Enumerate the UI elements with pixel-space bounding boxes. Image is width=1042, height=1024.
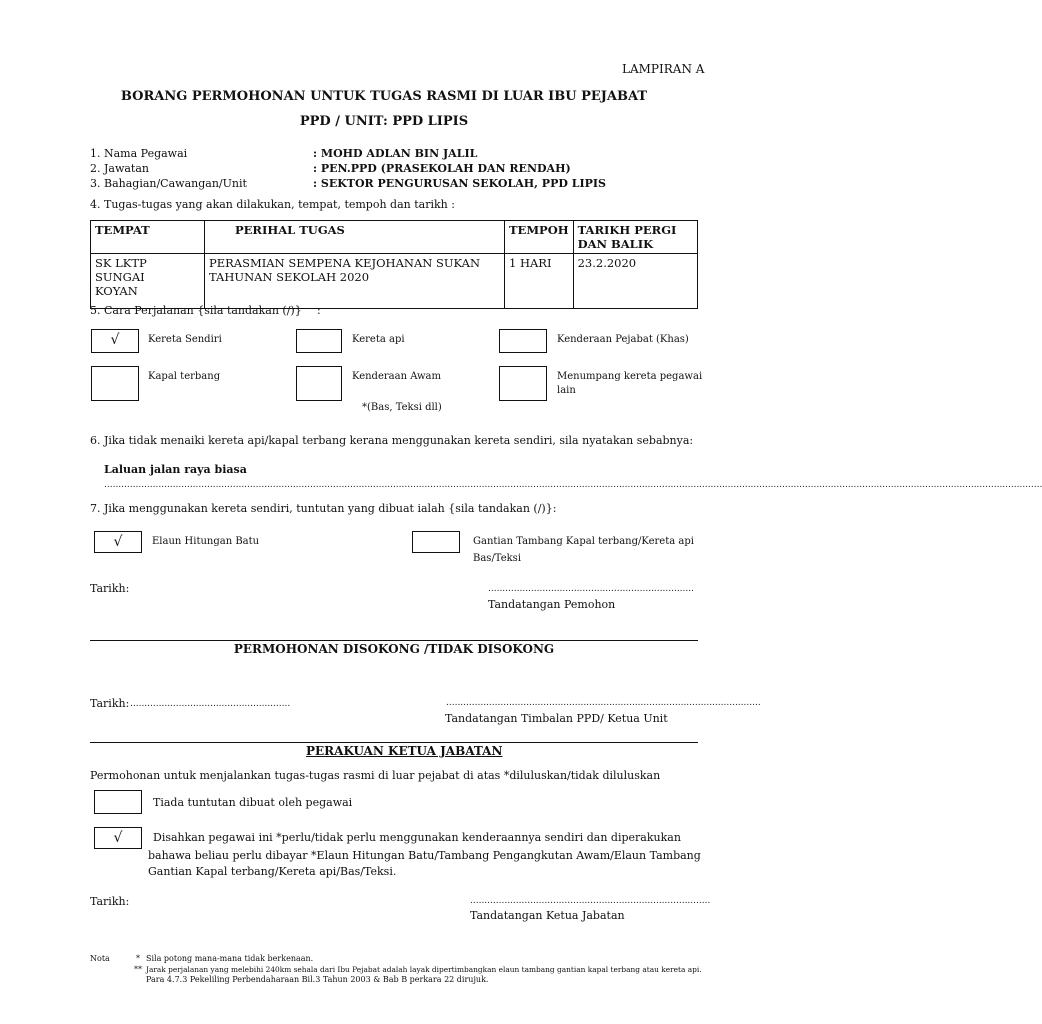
checkbox-official-vehicle[interactable] (499, 329, 547, 353)
note1-text: Sila potong mana-mana tidak berkenaan. (146, 954, 314, 963)
cell-dates: 23.2.2020 (573, 254, 697, 309)
cell-task (205, 254, 505, 309)
label-train: Kereta api (352, 334, 405, 345)
note2-text: Jarak perjalanan yang melebihi 240km sehala dari Ibu Pejabat adalah layak dipertimbangkan elaun tambang gantian kapal terbang atau kereta api. (146, 965, 702, 974)
section5-label: 5. Cara Perjalanan {sila tandakan (/)} (90, 304, 302, 317)
form-title: BORANG PERMOHONAN UNTUK TUGAS RASMI DI LUAR IBU PEJABAT (120, 89, 648, 104)
support-date-label: Tarikh: (90, 697, 130, 710)
notes-label: Nota (90, 954, 110, 963)
support-sign-dots: .............................................................................................................. (446, 698, 761, 708)
table-row (91, 254, 698, 309)
checkbox-no-claim[interactable] (94, 790, 142, 814)
head-sign-dots: .................................................................................... (470, 896, 711, 906)
note3-text: Para 4.7.3 Pekeliling Perbendaharaan Bil.3 Tahun 2003 & Bab B perkara 22 dirujuk. (146, 975, 489, 984)
head-date-label: Tarikh: (90, 895, 130, 908)
col-tempoh: TEMPOH (505, 221, 574, 254)
applicant-sign-dots: ........................................................................ (488, 584, 694, 594)
checkbox-own-car[interactable]: √ (91, 329, 139, 353)
certification-statement: Permohonan untuk menjalankan tugas-tugas rasmi di luar pejabat di atas *diluluskan/tidak diluluskan (90, 769, 661, 782)
certified-line2: bahawa beliau perlu dibayar *Elaun Hitungan Batu/Tambang Pengangkutan Awam/Elaun Tambang (148, 849, 701, 862)
support-date-dots: ........................................................ (130, 699, 291, 709)
task-line2: TAHUNAN SEKOLAH 2020 (209, 270, 370, 284)
tasks-table (90, 220, 698, 309)
employee-position-value: : PEN.PPD (PRASEKOLAH DAN RENDAH) (313, 162, 571, 175)
col-tempat: TEMPAT (91, 221, 205, 254)
label-no-claim: Tiada tuntutan dibuat oleh pegawai (153, 796, 353, 809)
employee-unit-value: : SEKTOR PENGURUSAN SEKOLAH, PPD LIPIS (313, 177, 606, 190)
certified-line3: Gantian Kapal terbang/Kereta api/Bas/Teksi. (148, 865, 397, 878)
section4-label: 4. Tugas-tugas yang akan dilakukan, tempat, tempoh dan tarikh : (90, 198, 455, 211)
label-own-car: Kereta Sendiri (148, 334, 222, 345)
tasks-header-row (91, 221, 698, 254)
section5-colon: : (317, 304, 321, 317)
form-subtitle: PPD / UNIT: PPD LIPIS (299, 114, 469, 129)
place-line2: KOYAN (95, 284, 138, 298)
support-sign-label: Tandatangan Timbalan PPD/ Ketua Unit (445, 712, 668, 725)
label-plane: Kapal terbang (148, 371, 221, 382)
checkbox-ride-share[interactable] (499, 366, 547, 401)
employee-name-value: : MOHD ADLAN BIN JALIL (313, 147, 478, 160)
task-line1: PERASMIAN SEMPENA KEJOHANAN SUKAN (209, 256, 481, 270)
col-tarikh: TARIKH PERGI DAN BALIK (573, 221, 697, 254)
divider (90, 742, 698, 743)
applicant-date-label: Tarikh: (90, 582, 130, 595)
checkbox-mileage[interactable]: √ (94, 531, 142, 553)
employee-unit-label: 3. Bahagian/Cawangan/Unit (90, 177, 247, 190)
label-public-transport: Kenderaan Awam (352, 371, 441, 382)
cell-duration: 1 HARI (505, 254, 574, 309)
label-ride-line1: Menumpang kereta pegawai (557, 371, 703, 382)
checkbox-certified[interactable]: √ (94, 827, 142, 849)
checkbox-fare[interactable] (412, 531, 460, 553)
col-perihal-tugas: PERIHAL TUGAS (205, 221, 505, 254)
appendix-label: LAMPIRAN A (622, 62, 705, 76)
certification-title: PERAKUAN KETUA JABATAN (306, 744, 503, 758)
section6-label: 6. Jika tidak menaiki kereta api/kapal terbang kerana menggunakan kereta sendiri, sila nyatakan sebabnya: (90, 434, 694, 447)
section7-label: 7. Jika menggunakan kereta sendiri, tuntutan yang dibuat ialah {sila tandakan (/)}: (90, 502, 557, 515)
place-line1: SK LKTP SUNGAI (95, 256, 147, 284)
note2-marker: ** (134, 965, 142, 974)
head-sign-label: Tandatangan Ketua Jabatan (470, 909, 625, 922)
label-ride-line2: lain (557, 385, 576, 396)
label-fare-line2: Bas/Teksi (473, 553, 522, 564)
support-title: PERMOHONAN DISOKONG /TIDAK DISOKONG (233, 642, 555, 656)
answer-dotted-line: ........................................................................................................................................................................................................................................................................................................................................ (104, 480, 1042, 490)
applicant-sign-label: Tandatangan Pemohon (488, 598, 616, 611)
public-transport-note: *(Bas, Teksi dll) (362, 402, 442, 413)
checkbox-public-transport[interactable] (296, 366, 342, 401)
employee-name-label: 1. Nama Pegawai (90, 147, 188, 160)
note1-marker: * (136, 954, 140, 963)
certified-line1: Disahkan pegawai ini *perlu/tidak perlu menggunakan kenderaannya sendiri dan diperakukan (153, 831, 681, 844)
checkbox-plane[interactable] (91, 366, 139, 401)
employee-position-label: 2. Jawatan (90, 162, 149, 175)
label-mileage: Elaun Hitungan Batu (152, 536, 260, 547)
checkbox-train[interactable] (296, 329, 342, 353)
label-official-vehicle: Kenderaan Pejabat (Khas) (557, 334, 689, 345)
cell-place (91, 254, 205, 309)
label-fare-line1: Gantian Tambang Kapal terbang/Kereta api (473, 536, 694, 547)
section6-answer: Laluan jalan raya biasa (104, 463, 247, 476)
divider (90, 640, 698, 641)
